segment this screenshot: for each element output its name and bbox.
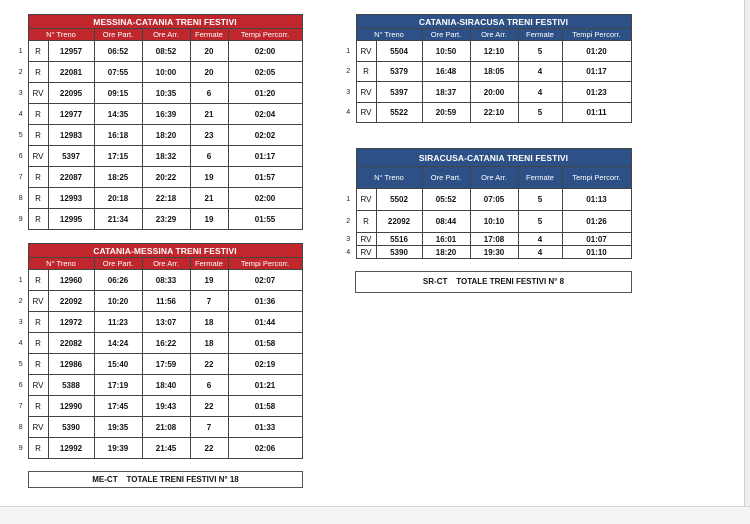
col-header-part: Ore Part.	[94, 29, 142, 41]
arrival-time: 19:43	[142, 396, 190, 417]
travel-time: 02:02	[228, 125, 302, 146]
stops-count: 6	[190, 375, 228, 396]
departure-time: 16:48	[422, 62, 470, 82]
train-number: 12977	[48, 104, 94, 125]
travel-time: 01:55	[228, 209, 302, 230]
arrival-time: 17:08	[470, 233, 518, 246]
train-type: RV	[356, 246, 376, 259]
train-type: R	[356, 62, 376, 82]
stops-count: 19	[190, 270, 228, 291]
travel-time: 02:00	[228, 188, 302, 209]
arrival-time: 20:00	[470, 82, 518, 103]
col-header-tempi: Tempi Percorr.	[562, 167, 631, 189]
me-ct-total-box: ME-CT TOTALE TRENI FESTIVI N° 18	[28, 471, 303, 488]
travel-time: 01:26	[562, 211, 631, 233]
train-number: 5504	[376, 41, 422, 62]
stops-count: 4	[518, 62, 562, 82]
table-row	[14, 354, 302, 375]
departure-time: 05:52	[422, 189, 470, 211]
row-index: 5	[18, 131, 23, 139]
train-type: RV	[356, 41, 376, 62]
train-number: 12960	[48, 270, 94, 291]
train-type: R	[28, 167, 48, 188]
arrival-time: 18:32	[142, 146, 190, 167]
train-type: RV	[28, 291, 48, 312]
departure-time: 17:45	[94, 396, 142, 417]
travel-time: 01:33	[228, 417, 302, 438]
table-row	[14, 104, 302, 125]
travel-time: 01:10	[562, 246, 631, 259]
travel-time: 02:05	[228, 62, 302, 83]
train-number: 5502	[376, 189, 422, 211]
train-number: 12990	[48, 396, 94, 417]
departure-time: 18:25	[94, 167, 142, 188]
sr-ct-total-box: SR-CT TOTALE TRENI FESTIVI N° 8	[355, 271, 632, 293]
table-row	[14, 167, 302, 188]
departure-time: 19:35	[94, 417, 142, 438]
train-number: 5390	[376, 246, 422, 259]
stops-count: 21	[190, 104, 228, 125]
travel-time: 01:21	[228, 375, 302, 396]
table-row	[14, 270, 302, 291]
stops-count: 5	[518, 41, 562, 62]
table-row	[14, 62, 302, 83]
arrival-time: 10:00	[142, 62, 190, 83]
train-number: 22082	[48, 333, 94, 354]
stops-count: 22	[190, 438, 228, 459]
arrival-time: 19:30	[470, 246, 518, 259]
train-number: 12972	[48, 312, 94, 333]
page-edge-right	[744, 0, 750, 523]
col-header-treno: N° Treno	[356, 167, 422, 189]
table-row	[14, 333, 302, 354]
col-header-arr: Ore Arr.	[470, 167, 518, 189]
train-type: RV	[356, 189, 376, 211]
col-header-part: Ore Part.	[422, 29, 470, 41]
train-type: RV	[356, 233, 376, 246]
departure-time: 06:52	[94, 41, 142, 62]
stops-count: 4	[518, 233, 562, 246]
arrival-time: 08:33	[142, 270, 190, 291]
row-index: 6	[18, 152, 23, 160]
catania-messina-table	[14, 243, 303, 459]
col-header-fermate: Fermate	[190, 258, 228, 270]
row-index: 3	[18, 318, 23, 326]
arrival-time: 23:29	[142, 209, 190, 230]
travel-time: 01:17	[228, 146, 302, 167]
arrival-time: 22:18	[142, 188, 190, 209]
row-index: 2	[18, 68, 23, 76]
arrival-time: 21:45	[142, 438, 190, 459]
departure-time: 20:59	[422, 103, 470, 123]
travel-time: 01:58	[228, 396, 302, 417]
col-header-arr: Ore Arr.	[470, 29, 518, 41]
train-type: R	[28, 396, 48, 417]
row-index: 9	[18, 444, 23, 452]
departure-time: 16:01	[422, 233, 470, 246]
travel-time: 01:20	[562, 41, 631, 62]
table-row	[14, 188, 302, 209]
stops-count: 5	[518, 103, 562, 123]
row-index: 4	[346, 248, 351, 256]
travel-time: 01:13	[562, 189, 631, 211]
table-row	[341, 62, 631, 82]
stops-count: 5	[518, 211, 562, 233]
train-number: 12993	[48, 188, 94, 209]
stops-count: 23	[190, 125, 228, 146]
travel-time: 01:11	[562, 103, 631, 123]
departure-time: 11:23	[94, 312, 142, 333]
row-index: 7	[18, 173, 23, 181]
train-number: 22092	[48, 291, 94, 312]
train-type: R	[28, 270, 48, 291]
col-header-tempi: Tempi Percorr.	[228, 29, 302, 41]
departure-time: 16:18	[94, 125, 142, 146]
train-type: R	[28, 209, 48, 230]
stops-count: 20	[190, 41, 228, 62]
catania-siracusa-title: CATANIA-SIRACUSA TRENI FESTIVI	[356, 15, 631, 29]
arrival-time: 17:59	[142, 354, 190, 375]
stops-count: 4	[518, 246, 562, 259]
departure-time: 19:39	[94, 438, 142, 459]
col-header-fermate: Fermate	[190, 29, 228, 41]
table-row	[14, 312, 302, 333]
table-row	[341, 41, 631, 62]
row-index: 1	[346, 196, 351, 203]
departure-time: 17:15	[94, 146, 142, 167]
row-index: 4	[18, 110, 23, 118]
train-number: 5390	[48, 417, 94, 438]
stops-count: 5	[518, 189, 562, 211]
col-header-part: Ore Part.	[422, 167, 470, 189]
train-number: 22081	[48, 62, 94, 83]
table-row	[341, 211, 631, 233]
departure-time: 06:26	[94, 270, 142, 291]
table-row	[14, 146, 302, 167]
train-number: 22092	[376, 211, 422, 233]
departure-time: 18:37	[422, 82, 470, 103]
col-header-part: Ore Part.	[94, 258, 142, 270]
arrival-time: 16:39	[142, 104, 190, 125]
travel-time: 02:19	[228, 354, 302, 375]
departure-time: 14:24	[94, 333, 142, 354]
col-header-fermate: Fermate	[518, 167, 562, 189]
departure-time: 21:34	[94, 209, 142, 230]
col-header-arr: Ore Arr.	[142, 258, 190, 270]
arrival-time: 20:22	[142, 167, 190, 188]
stops-count: 7	[190, 417, 228, 438]
departure-time: 09:15	[94, 83, 142, 104]
table-row	[14, 125, 302, 146]
stops-count: 19	[190, 167, 228, 188]
travel-time: 02:00	[228, 41, 302, 62]
travel-time: 01:23	[562, 82, 631, 103]
train-number: 5379	[376, 62, 422, 82]
stops-count: 6	[190, 83, 228, 104]
row-index: 8	[18, 423, 23, 431]
table-row	[14, 291, 302, 312]
departure-time: 14:35	[94, 104, 142, 125]
travel-time: 02:06	[228, 438, 302, 459]
travel-time: 01:57	[228, 167, 302, 188]
row-index: 9	[18, 215, 23, 223]
row-index: 4	[346, 109, 351, 116]
train-type: RV	[356, 103, 376, 123]
arrival-time: 18:20	[142, 125, 190, 146]
departure-time: 10:20	[94, 291, 142, 312]
row-index: 1	[18, 276, 23, 284]
col-header-treno: N° Treno	[356, 29, 422, 41]
row-index: 3	[18, 89, 23, 97]
train-type: R	[28, 354, 48, 375]
train-type: RV	[356, 82, 376, 103]
travel-time: 01:58	[228, 333, 302, 354]
train-type: R	[28, 188, 48, 209]
siracusa-catania-table	[341, 148, 632, 259]
page-edge-bottom	[0, 506, 750, 524]
table-row	[14, 438, 302, 459]
train-type: R	[356, 211, 376, 233]
arrival-time: 11:56	[142, 291, 190, 312]
stops-count: 18	[190, 333, 228, 354]
arrival-time: 16:22	[142, 333, 190, 354]
col-header-treno: N° Treno	[28, 29, 94, 41]
row-index: 5	[18, 360, 23, 368]
messina-catania-title: MESSINA-CATANIA TRENI FESTIVI	[28, 15, 302, 29]
train-number: 5388	[48, 375, 94, 396]
row-index: 3	[346, 235, 351, 243]
col-header-tempi: Tempi Percorr.	[228, 258, 302, 270]
travel-time: 01:44	[228, 312, 302, 333]
row-index: 6	[18, 381, 23, 389]
row-index: 2	[346, 68, 351, 75]
arrival-time: 21:08	[142, 417, 190, 438]
stops-count: 19	[190, 209, 228, 230]
row-index: 4	[18, 339, 23, 347]
departure-time: 08:44	[422, 211, 470, 233]
train-number: 5397	[48, 146, 94, 167]
arrival-time: 08:52	[142, 41, 190, 62]
train-type: RV	[28, 83, 48, 104]
stops-count: 6	[190, 146, 228, 167]
train-type: RV	[28, 375, 48, 396]
train-number: 22087	[48, 167, 94, 188]
departure-time: 18:20	[422, 246, 470, 259]
departure-time: 17:19	[94, 375, 142, 396]
train-number: 5397	[376, 82, 422, 103]
arrival-time: 10:10	[470, 211, 518, 233]
departure-time: 07:55	[94, 62, 142, 83]
col-header-tempi: Tempi Percorr.	[562, 29, 631, 41]
row-index: 1	[18, 47, 23, 55]
siracusa-catania-title: SIRACUSA-CATANIA TRENI FESTIVI	[356, 149, 631, 167]
train-type: R	[28, 125, 48, 146]
train-number: 12983	[48, 125, 94, 146]
travel-time: 01:07	[562, 233, 631, 246]
table-row	[341, 103, 631, 123]
col-header-fermate: Fermate	[518, 29, 562, 41]
travel-time: 01:36	[228, 291, 302, 312]
stops-count: 21	[190, 188, 228, 209]
arrival-time: 13:07	[142, 312, 190, 333]
travel-time: 01:17	[562, 62, 631, 82]
train-number: 12986	[48, 354, 94, 375]
table-row	[341, 82, 631, 103]
stops-count: 22	[190, 354, 228, 375]
train-number: 5516	[376, 233, 422, 246]
stops-count: 18	[190, 312, 228, 333]
row-index: 7	[18, 402, 23, 410]
catania-siracusa-table	[341, 14, 632, 123]
train-number: 12995	[48, 209, 94, 230]
table-row	[341, 246, 631, 259]
col-header-treno: N° Treno	[28, 258, 94, 270]
stops-count: 20	[190, 62, 228, 83]
departure-time: 15:40	[94, 354, 142, 375]
table-row	[341, 233, 631, 246]
departure-time: 10:50	[422, 41, 470, 62]
messina-catania-table	[14, 14, 303, 230]
catania-messina-title: CATANIA-MESSINA TRENI FESTIVI	[28, 244, 302, 258]
train-type: RV	[28, 417, 48, 438]
train-type: R	[28, 438, 48, 459]
table-row	[14, 83, 302, 104]
train-type: R	[28, 104, 48, 125]
train-number: 12957	[48, 41, 94, 62]
arrival-time: 12:10	[470, 41, 518, 62]
train-type: R	[28, 41, 48, 62]
train-type: R	[28, 312, 48, 333]
table-row	[14, 417, 302, 438]
arrival-time: 18:40	[142, 375, 190, 396]
train-number: 5522	[376, 103, 422, 123]
table-row	[14, 375, 302, 396]
row-index: 8	[18, 194, 23, 202]
col-header-arr: Ore Arr.	[142, 29, 190, 41]
table-row	[14, 41, 302, 62]
stops-count: 22	[190, 396, 228, 417]
table-row	[14, 209, 302, 230]
arrival-time: 10:35	[142, 83, 190, 104]
train-type: R	[28, 333, 48, 354]
stops-count: 4	[518, 82, 562, 103]
train-number: 22095	[48, 83, 94, 104]
table-row	[341, 189, 631, 211]
row-index: 1	[346, 47, 351, 55]
arrival-time: 07:05	[470, 189, 518, 211]
stops-count: 7	[190, 291, 228, 312]
travel-time: 02:04	[228, 104, 302, 125]
arrival-time: 18:05	[470, 62, 518, 82]
row-index: 2	[346, 218, 351, 225]
arrival-time: 22:10	[470, 103, 518, 123]
travel-time: 02:07	[228, 270, 302, 291]
departure-time: 20:18	[94, 188, 142, 209]
row-index: 3	[346, 88, 351, 96]
train-type: RV	[28, 146, 48, 167]
row-index: 2	[18, 297, 23, 305]
train-type: R	[28, 62, 48, 83]
table-row	[14, 396, 302, 417]
train-number: 12992	[48, 438, 94, 459]
travel-time: 01:20	[228, 83, 302, 104]
